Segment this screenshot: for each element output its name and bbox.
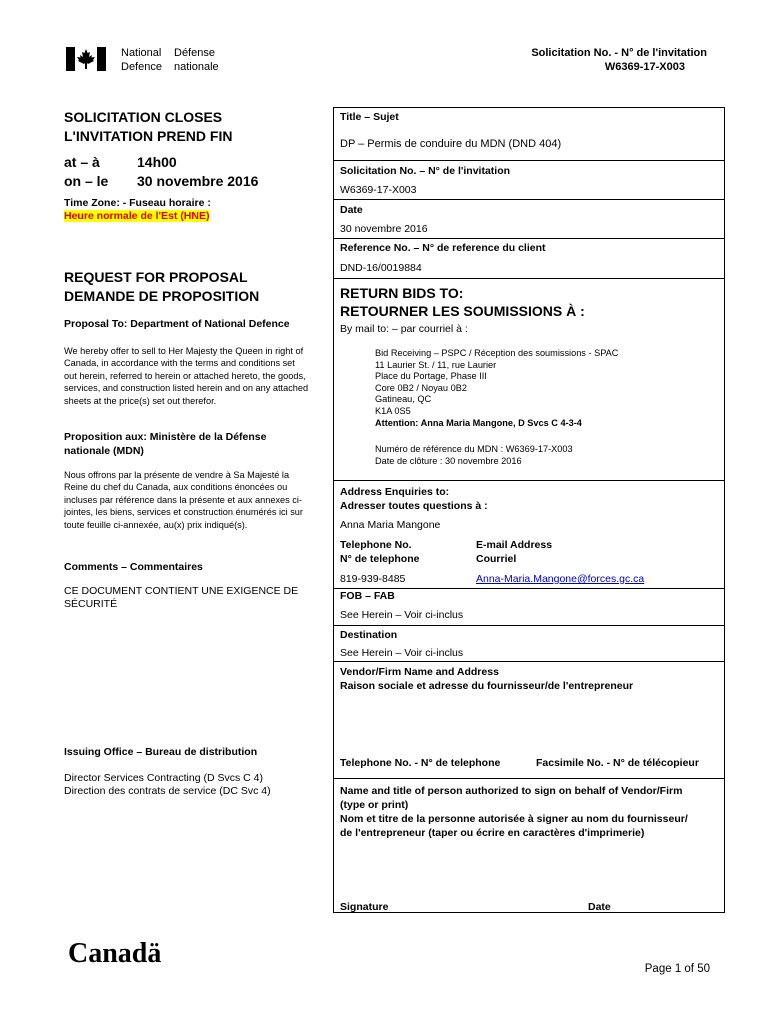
rfp-title <box>64 268 259 306</box>
gov-name-en-1: National <box>121 47 162 59</box>
mdn-reference-number: Numéro de référence du MDN : W6369-17-X003 <box>375 444 573 454</box>
divider <box>333 661 725 662</box>
email-link[interactable]: Anna-Maria.Mangone@forces.gc.ca <box>476 573 645 585</box>
destination-value: See Herein – Voir ci-inclus <box>340 647 464 659</box>
issuing-office-value <box>64 772 271 798</box>
divider <box>333 480 725 481</box>
vendor-telephone-label: Telephone No. - N° de telephone <box>340 757 501 769</box>
issuing-office-label: Issuing Office – Bureau de distribution <box>64 746 258 758</box>
closing-date-text: Date de clôture : 30 novembre 2016 <box>375 455 522 466</box>
address-line: 11 Laurier St. / 11, rue Laurier <box>375 359 497 370</box>
vendor-label-en: Vendor/Firm Name and Address <box>340 666 499 678</box>
divider <box>333 625 725 626</box>
proposition-aux-line-1: Proposition aux: Ministère de la Défense <box>64 431 267 443</box>
issuing-office-line-2: Direction des contrats de service (DC Svc 4) <box>64 785 271 797</box>
telephone-label-fr: N° de telephone <box>340 553 420 565</box>
return-bids-fr: RETOURNER LES SOUMISSIONS À : <box>340 303 585 319</box>
on-value: 30 novembre 2016 <box>137 173 259 189</box>
authorized-label-line: de l'entrepreneur (taper ou écrire en caractères d'imprimerie) <box>340 827 645 839</box>
by-mail: By mail to: – par courriel à : <box>340 323 468 335</box>
gov-name-fr-2: nationale <box>174 61 219 73</box>
authorized-label-line: (type or print) <box>340 799 409 811</box>
telephone-label-en: Telephone No. <box>340 539 412 551</box>
gov-name-fr-1: Défense <box>174 47 215 59</box>
at-value: 14h00 <box>137 154 177 170</box>
address-line: Core 0B2 / Noyau 0B2 <box>375 382 467 393</box>
issuing-office-line-1: Director Services Contracting (D Svcs C 4) <box>64 772 263 784</box>
fob-label: FOB – FAB <box>340 590 395 602</box>
address-line: Bid Receiving – PSPC / Réception des soumissions - SPAC <box>375 348 619 358</box>
address-line: Gatineau, QC <box>375 394 432 405</box>
divider <box>333 278 725 279</box>
closing-title <box>64 108 232 146</box>
closing-time <box>64 153 258 191</box>
gov-name-en-2: Defence <box>121 61 162 73</box>
time-zone-label: Time Zone: - Fuseau horaire : <box>64 197 211 209</box>
title-value: DP – Permis de conduire du MDN (DND 404) <box>340 138 562 150</box>
enquiries-label-en: Address Enquiries to: <box>340 486 450 498</box>
date-label: Date <box>340 204 363 216</box>
telephone-value: 819-939-8485 <box>340 573 406 585</box>
offer-text-fr: Nous offrons par la présente de vendre à Sa Majesté la Reine du chef du Canada, aux conditions énoncées ou incluses par référence dans la présente et aux annexes ci-jointes, les biens, services et construction énumérés ici sur toute feuille ci-annexée, au(x) prix indiqué(s). <box>64 470 303 530</box>
contact-name: Anna Maria Mangone <box>340 519 441 531</box>
email-label-fr: Courriel <box>476 553 517 565</box>
vendor-label <box>340 665 633 693</box>
header-solicitation <box>531 46 707 74</box>
authorized-label-line: Nom et titre de la personne autorisée à signer au nom du fournisseur/ <box>340 813 688 825</box>
enquiries-label-fr: Adresser toutes questions à : <box>340 500 488 512</box>
return-bids-en: RETURN BIDS TO: <box>340 285 464 301</box>
time-zone-value: Heure normale de l'Est (HNE) <box>64 210 210 222</box>
page-number: Page 1 of 50 <box>644 963 710 975</box>
header-solicitation-label: Solicitation No. - N° de l'invitation <box>531 47 707 59</box>
divider <box>333 160 725 161</box>
solicitation-value: W6369-17-X003 <box>340 184 417 196</box>
email-label-en: E-mail Address <box>476 539 553 551</box>
reference-label: Reference No. – N° de reference du client <box>340 242 546 254</box>
telephone-label <box>340 538 419 566</box>
return-bids-title <box>340 284 585 320</box>
header-solicitation-number: W6369-17-X003 <box>604 61 685 73</box>
email-label <box>476 538 552 566</box>
destination-label: Destination <box>340 629 398 641</box>
divider <box>333 238 725 239</box>
vendor-label-fr: Raison sociale et adresse du fournisseur/de l'entrepreneur <box>340 680 634 692</box>
date-value: 30 novembre 2016 <box>340 223 428 235</box>
vendor-fax-label: Facsimile No. - N° de télécopieur <box>536 757 699 769</box>
authorized-label-line: Name and title of person authorized to sign on behalf of Vendor/Firm <box>340 785 683 797</box>
address-line: K1A 0S5 <box>375 405 411 416</box>
at-label: at – à <box>64 154 100 170</box>
canada-wordmark <box>68 939 161 969</box>
divider <box>333 199 725 200</box>
signature-label: Signature <box>340 901 389 913</box>
address-line: Place du Portage, Phase III <box>375 371 487 382</box>
offer-text-en: We hereby offer to sell to Her Majesty the Queen in right of Canada, in accordance with the terms and conditions set out herein, referred to herein or attached hereto, the goods, services, and construction listed herein and on any attached sheets at the price(s) set out therefor. <box>64 346 309 406</box>
solicitation-label: Solicitation No. – N° de l'invitation <box>340 165 511 177</box>
fob-value: See Herein – Voir ci-inclus <box>340 609 464 621</box>
canada-flag-icon <box>66 47 106 71</box>
proposal-to: Proposal To: Department of National Defence <box>64 318 290 330</box>
rfp-title-en: REQUEST FOR PROPOSAL <box>64 269 248 285</box>
canada-wordmark-text: Canadä <box>68 938 162 969</box>
rfp-title-fr: DEMANDE DE PROPOSITION <box>64 288 260 304</box>
enquiries-label <box>340 485 488 513</box>
date-sign-label: Date <box>588 901 611 913</box>
title-label: Title – Sujet <box>340 111 399 123</box>
proposition-aux <box>64 430 266 458</box>
time-zone <box>64 197 211 223</box>
on-label: on – le <box>64 173 109 189</box>
reference-value: DND-16/0019884 <box>340 262 422 274</box>
address-attention: Attention: Anna Maria Mangone, D Svcs C 4-3-4 <box>375 417 582 428</box>
proposition-aux-line-2: nationale (MDN) <box>64 445 144 457</box>
mdn-reference <box>375 444 573 467</box>
divider <box>333 778 725 779</box>
comments-label: Comments – Commentaires <box>64 561 203 573</box>
comments-value: CE DOCUMENT CONTIENT UNE EXIGENCE DE SÉCURITÉ <box>64 585 299 610</box>
mailing-address <box>375 348 618 429</box>
divider <box>333 588 725 589</box>
closing-title-en: SOLICITATION CLOSES <box>64 109 223 125</box>
gov-signature <box>66 46 226 74</box>
closing-title-fr: L'INVITATION PREND FIN <box>64 128 233 144</box>
authorized-person-label <box>340 784 688 840</box>
